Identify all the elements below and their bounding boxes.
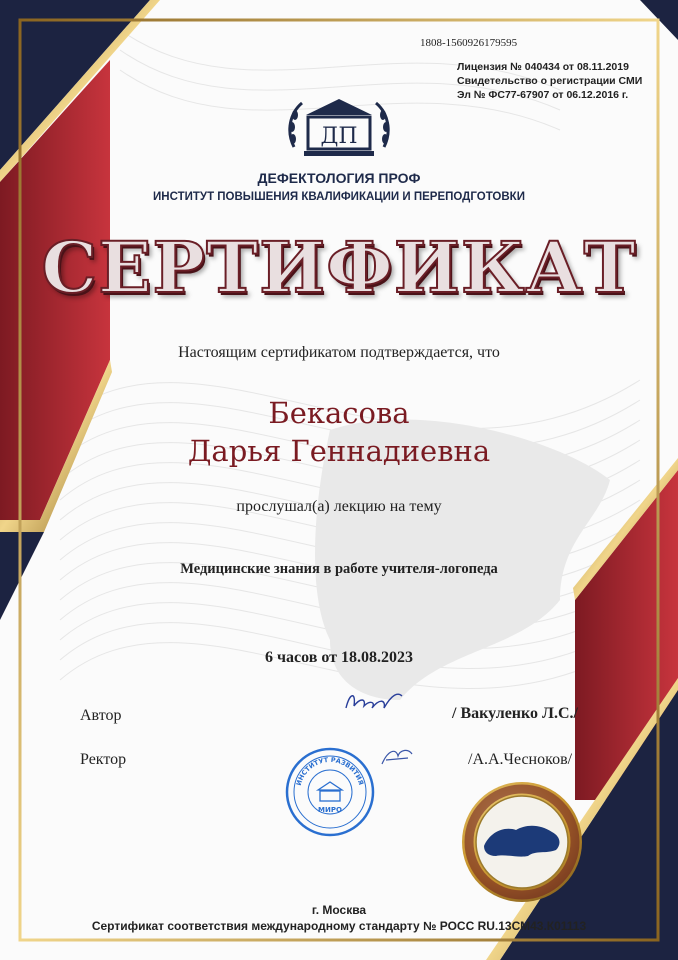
standard-certificate-text: Сертификат соответствия международному стандарту № РОСС RU.13СМ43.К01113 xyxy=(91,919,587,933)
russia-map-seal-icon xyxy=(460,780,584,904)
institute-building-icon xyxy=(286,95,392,161)
lecture-topic: Медицинские знания в работе учителя-логопеда xyxy=(180,561,498,577)
author-signature-icon xyxy=(340,688,410,718)
stamp-center-text: МИРО xyxy=(318,806,342,814)
author-label: Автор xyxy=(80,707,122,724)
license-info xyxy=(457,60,642,102)
stamp-icon xyxy=(284,746,376,838)
recipient-first-middle-name: Дарья Геннадиевна xyxy=(187,434,491,468)
certificate-serial-number: 1808-1560926179595 xyxy=(420,37,518,49)
organization-subtitle: ИНСТИТУТ ПОВЫШЕНИЯ КВАЛИФИКАЦИИ И ПЕРЕПОДГОТОВКИ xyxy=(153,191,525,203)
license-line: Лицензия № 040434 от 08.11.2019 xyxy=(457,61,629,73)
author-name: / Вакуленко Л.С./ xyxy=(452,705,578,722)
hours-and-date: 6 часов от 18.08.2023 xyxy=(264,649,413,666)
recipient-last-name: Бекасова xyxy=(268,396,410,430)
city: г. Москва xyxy=(311,903,367,917)
confirmation-text: Настоящим сертификатом подтверждается, что xyxy=(178,344,500,361)
registration-number-line: Эл № ФС77-67907 от 06.12.2016 г. xyxy=(457,89,629,101)
registration-line: Свидетельство о регистрации СМИ xyxy=(457,75,643,87)
rector-signature-icon xyxy=(378,744,418,770)
organization-name: ДЕФЕКТОЛОГИЯ ПРОФ xyxy=(257,170,421,186)
rector-label: Ректор xyxy=(80,751,127,768)
rector-name: /А.А.Чесноков/ xyxy=(468,751,573,768)
action-text: прослушал(а) лекцию на тему xyxy=(236,498,442,515)
certificate-title: СЕРТИФИКАТ xyxy=(41,226,637,309)
logo-letters: ДП xyxy=(320,124,358,149)
stamp-text: ИНСТИТУТ РАЗВИТИЯ xyxy=(294,755,366,787)
